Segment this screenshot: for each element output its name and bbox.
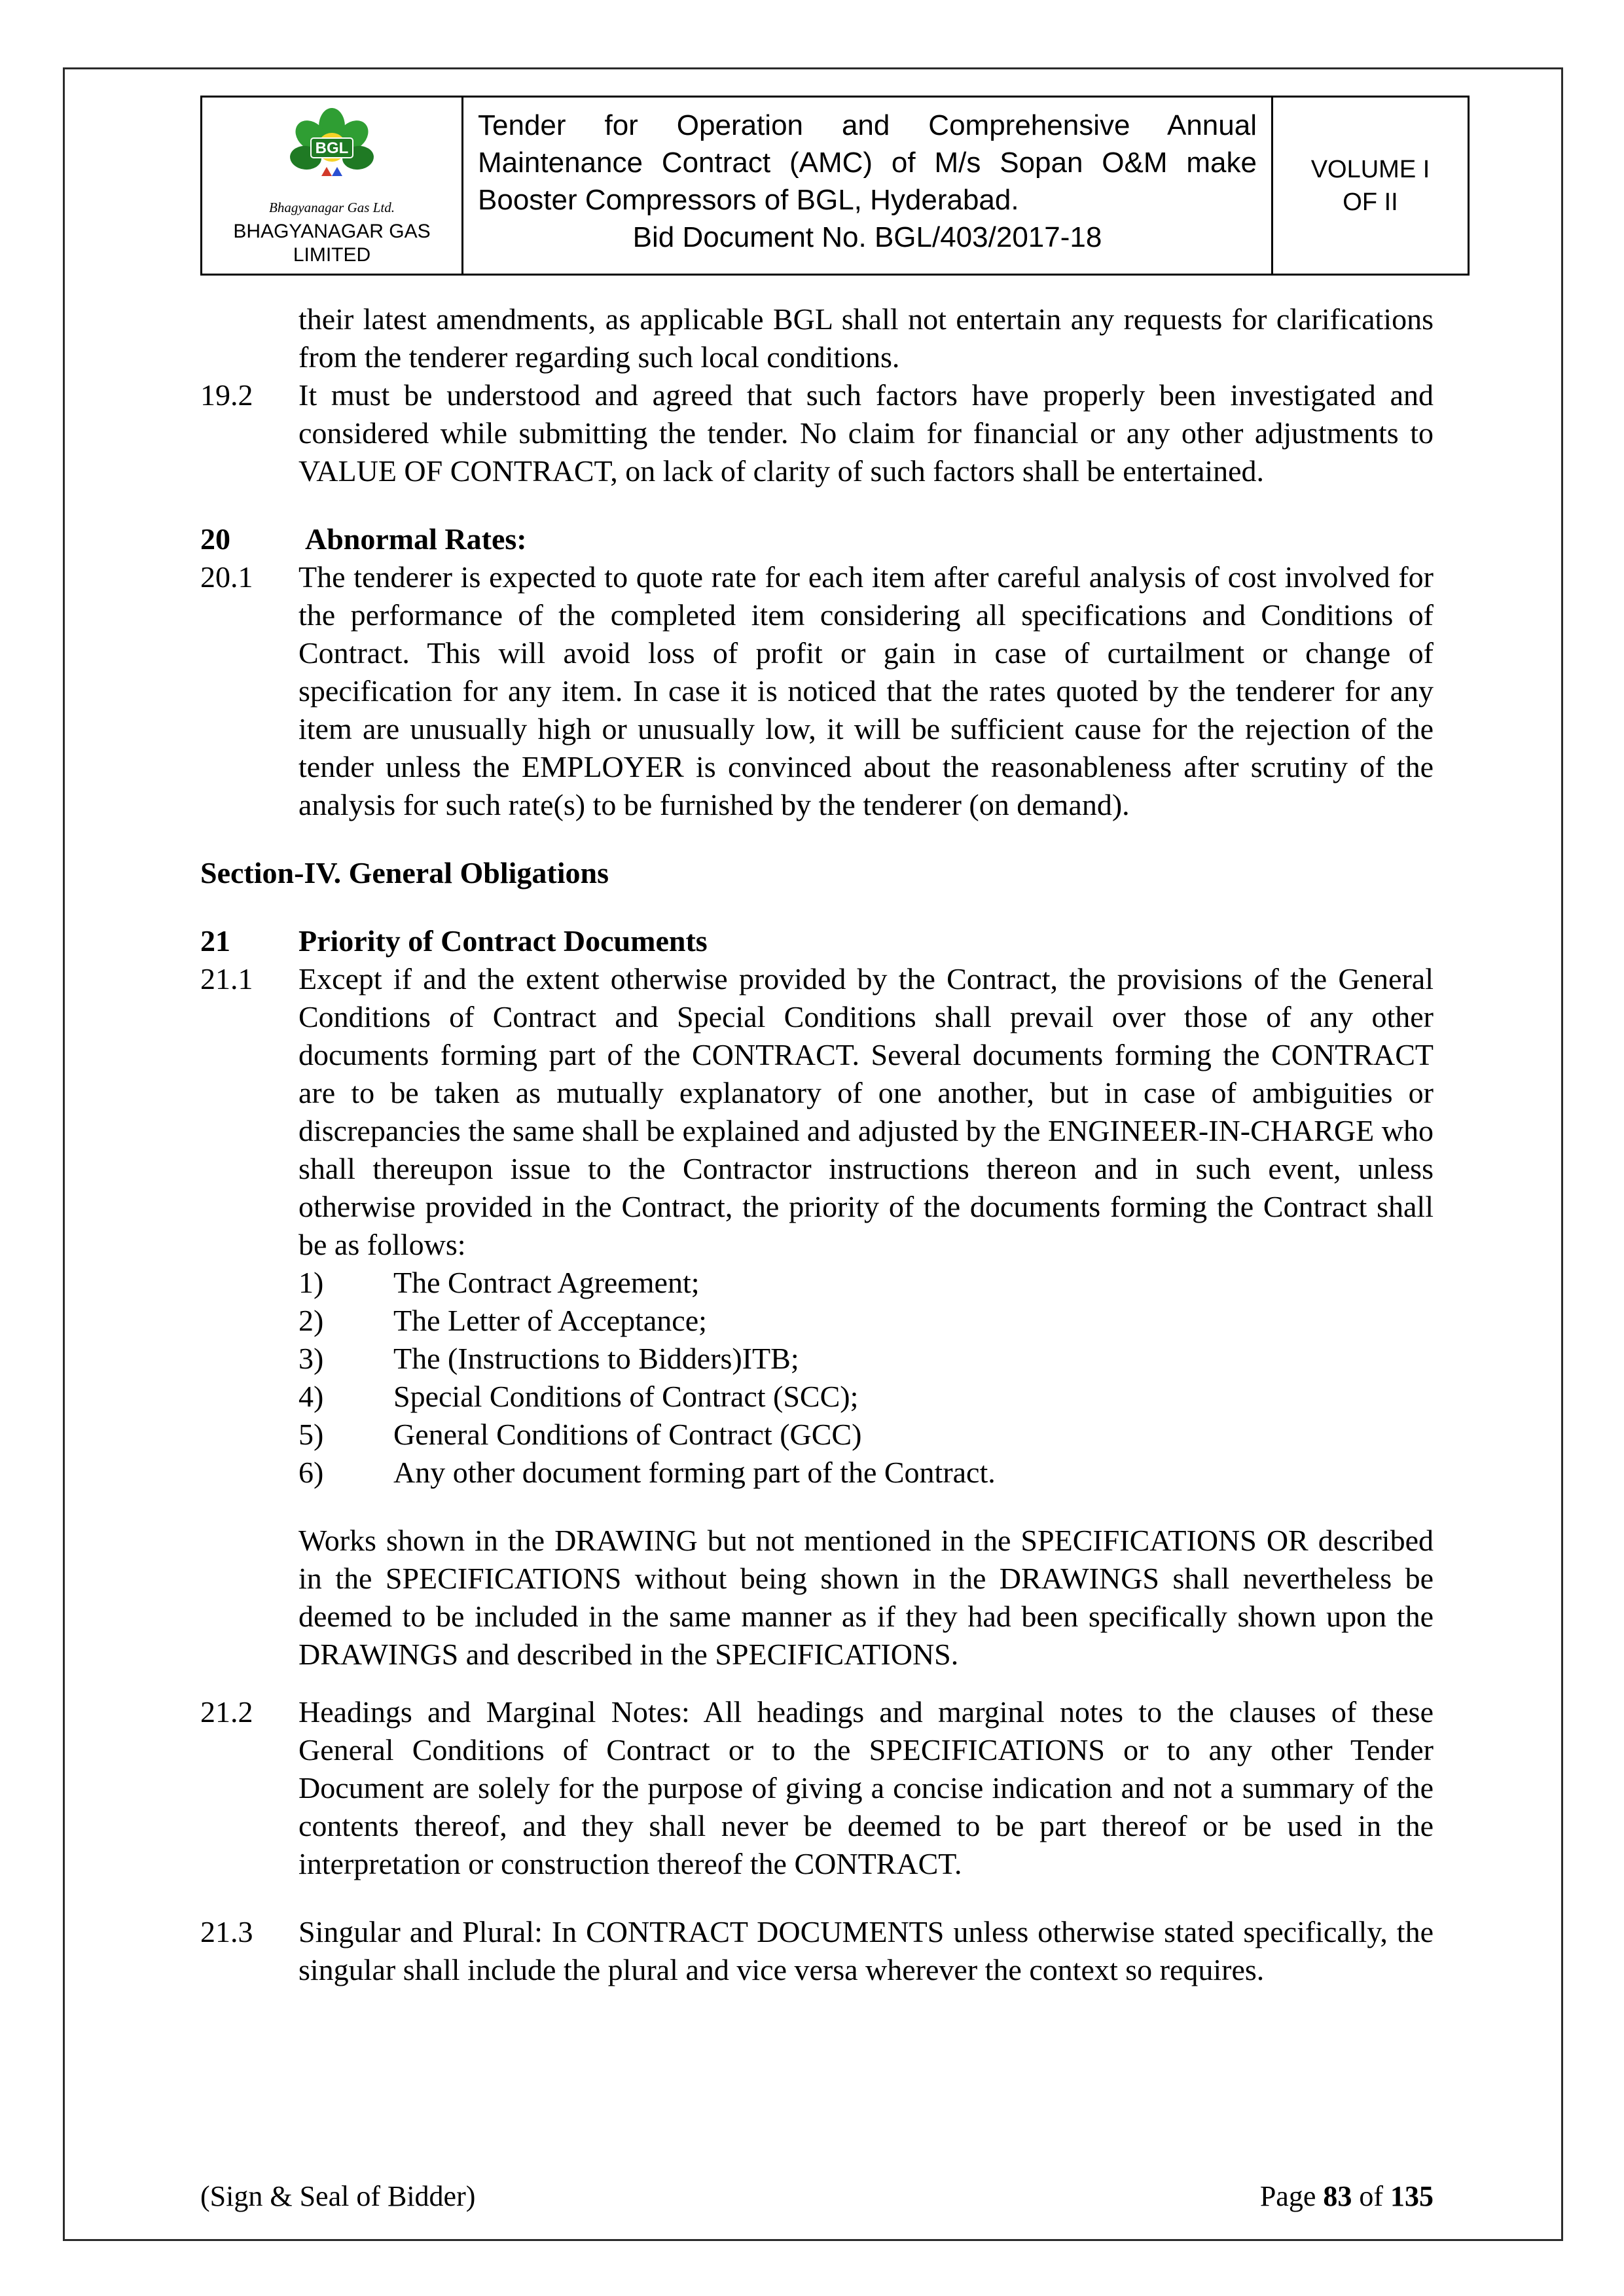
- heading-20: [200, 520, 1434, 558]
- volume-line-2: OF II: [1343, 188, 1398, 216]
- document-body: [200, 300, 1434, 1989]
- clause-19-2-text: It must be understood and agreed that such factors have properly been investigated and considered while submitting the tender. No claim for financial or any other adjustments to VALUE OF CONTRACT, on lack of clarity of such factors shall be entertained.: [298, 378, 1434, 488]
- paragraph-works: Works shown in the DRAWING but not mentioned in the SPECIFICATIONS OR described in the SPECIFICATIONS without being shown in the DRAWINGS shall nevertheless be deemed to be included in the same manner as if they had been specifically shown upon the DRAWINGS and described in the SPECIFICATIONS.: [298, 1524, 1434, 1671]
- clause-20-1-text: The tenderer is expected to quote rate for each item after careful analysis of cost involved for the performance of the completed item considering all specifications and Conditions of Contract. This will avoid loss of profit or gain in case of curtailment or change of specification for any item. In case it is noticed that the rates quoted by the tenderer for any item are unusually high or unusually low, it will be sufficient cause for the rejection of the tender unless the EMPLOYER is convinced about the reasonableness after scrutiny of the analysis for such rate(s) to be furnished by the tenderer (on demand).: [298, 560, 1434, 821]
- clause-21-3-number: 21.3: [200, 1915, 253, 1948]
- paragraph-intro-text: their latest amendments, as applicable BGL shall not entertain any requests for clarifications from the tenderer regarding such local conditions.: [298, 302, 1434, 374]
- volume-cell: [1271, 98, 1468, 274]
- clause-21-2: [200, 1693, 1434, 1883]
- clause-20-1: [200, 558, 1434, 824]
- logo-brand-text: BGL: [315, 139, 349, 157]
- page-number: 83: [1323, 2180, 1352, 2212]
- priority-list-item: 3) The (Instructions to Bidders)ITB;: [298, 1342, 799, 1375]
- heading-20-title: Abnormal Rates:: [305, 522, 527, 556]
- header-table: [200, 96, 1470, 276]
- logo-caption: Bhagyanagar Gas Ltd.: [269, 200, 395, 215]
- section-heading: Section-IV. General Obligations: [200, 856, 609, 889]
- priority-list-item: 2) The Letter of Acceptance;: [298, 1304, 707, 1337]
- volume-line-1: VOLUME I: [1310, 155, 1430, 183]
- clause-19-2: [200, 376, 1434, 490]
- clause-21-3-text: Singular and Plural: In CONTRACT DOCUMENTS unless otherwise stated specifically, the singular shall include the plural and vice versa wherever the context so requires.: [298, 1915, 1434, 1986]
- page-footer: [200, 2179, 1434, 2213]
- clause-20-1-number: 20.1: [200, 560, 253, 594]
- sign-seal-label: (Sign & Seal of Bidder): [200, 2180, 476, 2212]
- document-title: Tender for Operation and Comprehensive Annual Maintenance Contract (AMC) of M/s Sopan O&M make Booster Compressors of BGL, Hyderabad.: [478, 109, 1257, 216]
- page-indicator: Page 83 of 135: [1259, 2180, 1434, 2212]
- clause-21-1-text: Except if and the extent otherwise provided by the Contract, the provisions of the General Conditions of Contract and Special Conditions shall prevail over those of any other documents forming part of the CONTRACT. Several documents forming the CONTRACT are to be taken as mutually explanatory of one another, but in case of ambiguities or discrepancies the same shall be explained and adjusted by the ENGINEER-IN-CHARGE who shall thereupon issue to the Contractor instructions thereon and in such event, unless otherwise provided in the Contract, the priority of the documents forming the Contract shall be as follows:: [298, 962, 1434, 1261]
- company-name: BHAGYANAGAR GAS LIMITED: [233, 221, 431, 266]
- company-logo-icon: [273, 104, 391, 202]
- heading-21-title: Priority of Contract Documents: [298, 924, 708, 958]
- logo-cell: [202, 98, 461, 274]
- paragraph-intro: [200, 300, 1434, 376]
- priority-list-item: 4) Special Conditions of Contract (SCC);: [298, 1380, 859, 1413]
- priority-list-item: 6) Any other document forming part of the Contract.: [298, 1456, 996, 1489]
- clause-21-2-text: Headings and Marginal Notes: All headings and marginal notes to the clauses of these General Conditions of Contract or to the SPECIFICATIONS or to any other Tender Document are solely for the purpose of giving a concise indication and not a summary of the contents thereof, and they shall never be deemed to be part thereof or be used in the interpretation or construction thereof the CONTRACT.: [298, 1695, 1434, 1880]
- heading-21-number: 21: [200, 924, 230, 958]
- heading-20-number: 20: [200, 522, 230, 556]
- clause-21-1-number: 21.1: [200, 962, 253, 996]
- title-cell: [461, 98, 1271, 274]
- heading-21: [200, 922, 1434, 960]
- page-total: 135: [1390, 2180, 1434, 2212]
- clause-19-2-number: 19.2: [200, 378, 253, 412]
- priority-list-item: 1) The Contract Agreement;: [298, 1266, 700, 1299]
- clause-21-2-number: 21.2: [200, 1695, 253, 1729]
- bid-document-number: Bid Document No. BGL/403/2017-18: [632, 221, 1102, 253]
- clause-21-3: [200, 1913, 1434, 1989]
- priority-list-item: 5) General Conditions of Contract (GCC): [298, 1418, 862, 1451]
- clause-21-1: [200, 960, 1434, 1264]
